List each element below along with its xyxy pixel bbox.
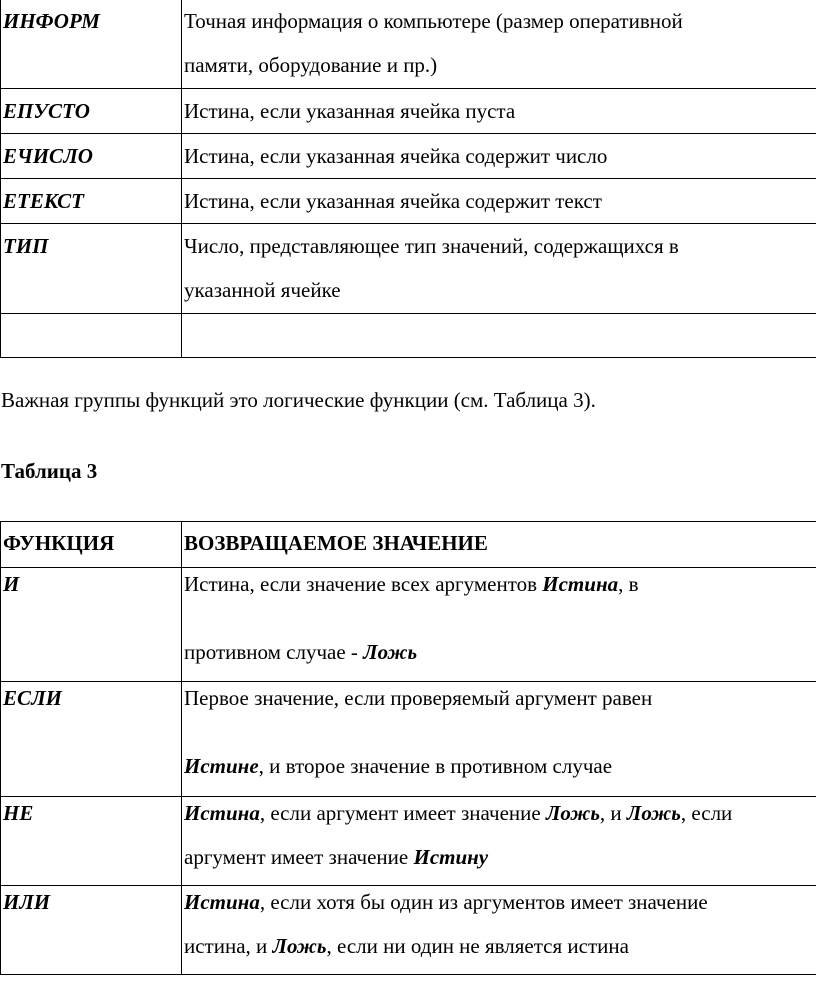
function-name: ЕПУСТО — [1, 89, 182, 134]
text-run: , если хотя бы один из аргументов имеет значение — [259, 890, 708, 914]
table-row — [1, 682, 816, 797]
table-row — [1, 89, 816, 134]
description-line — [184, 636, 816, 668]
function-name: ЕТЕКСТ — [1, 179, 182, 224]
column-header-function: ФУНКЦИЯ — [1, 522, 182, 568]
function-description: Истина, если указанная ячейка пуста — [182, 89, 816, 134]
function-name: И — [1, 568, 182, 682]
description-line: Первое значение, если проверяемый аргумент равен — [184, 686, 653, 710]
description-line — [184, 930, 816, 962]
text-run: истина, и — [184, 934, 273, 958]
description-line — [184, 886, 816, 930]
description-line — [184, 750, 816, 782]
text-run: , в — [618, 572, 639, 596]
emphasis-text: Ложь — [545, 801, 600, 825]
function-name: ИНФОРМ — [1, 0, 182, 89]
table-row — [1, 0, 816, 89]
function-name: ТИП — [1, 224, 182, 314]
description-line: Число, представляющее тип значений, содержащихся в — [184, 234, 679, 258]
emphasis-text: Истине — [184, 754, 259, 778]
function-description: Истина, если указанная ячейка содержит текст — [182, 179, 816, 224]
description-line — [184, 568, 816, 636]
emphasis-text: Ложь — [272, 934, 327, 958]
functions-table-top — [0, 0, 816, 358]
table-row — [1, 797, 816, 886]
function-name: НЕ — [1, 797, 182, 886]
description-line: памяти, оборудование и пр.) — [184, 53, 438, 77]
column-header-return-value: ВОЗВРАЩАЕМОЕ ЗНАЧЕНИЕ — [182, 522, 816, 568]
description-line: Точная информация о компьютере (размер оперативной — [184, 9, 683, 33]
table-row — [1, 134, 816, 179]
description-line — [184, 841, 816, 873]
function-description — [182, 797, 816, 886]
function-description: Истина, если указанная ячейка содержит число — [182, 134, 816, 179]
table-header-row — [1, 522, 816, 568]
text-run: , если — [680, 801, 733, 825]
empty-cell — [182, 314, 816, 358]
text-run: , если аргумент имеет значение — [259, 801, 546, 825]
emphasis-text: Ложь — [363, 640, 418, 664]
function-description — [182, 0, 816, 89]
emphasis-text: Истина — [184, 801, 260, 825]
text-run: , если ни один не является истина — [326, 934, 629, 958]
table-row — [1, 179, 816, 224]
table-row — [1, 224, 816, 314]
empty-cell — [1, 314, 182, 358]
function-description — [182, 224, 816, 314]
text-run: , и — [599, 801, 627, 825]
description-line: указанной ячейке — [184, 278, 341, 302]
emphasis-text: Истина — [184, 890, 260, 914]
emphasis-text: Истина — [542, 572, 619, 596]
text-run: противном случае - — [184, 640, 364, 664]
table-row-empty — [1, 314, 816, 358]
text-run: аргумент имеет значение — [184, 845, 414, 869]
function-name: ЕЧИСЛО — [1, 134, 182, 179]
emphasis-text: Истину — [413, 845, 489, 869]
function-description — [182, 682, 816, 797]
function-name: ЕСЛИ — [1, 682, 182, 797]
function-description — [182, 568, 816, 682]
function-description — [182, 886, 816, 975]
function-name: ИЛИ — [1, 886, 182, 975]
table-row — [1, 886, 816, 975]
table-caption: Таблица 3 — [1, 459, 98, 483]
description-line — [184, 797, 816, 841]
logical-functions-table — [0, 521, 816, 975]
table-row — [1, 568, 816, 682]
body-paragraph: Важная группы функций это логические функции (см. Таблица 3). — [1, 388, 596, 412]
text-run: , и второе значение в противном случае — [258, 754, 613, 778]
text-run: Истина, если значение всех аргументов — [184, 572, 543, 596]
emphasis-text: Ложь — [626, 801, 681, 825]
